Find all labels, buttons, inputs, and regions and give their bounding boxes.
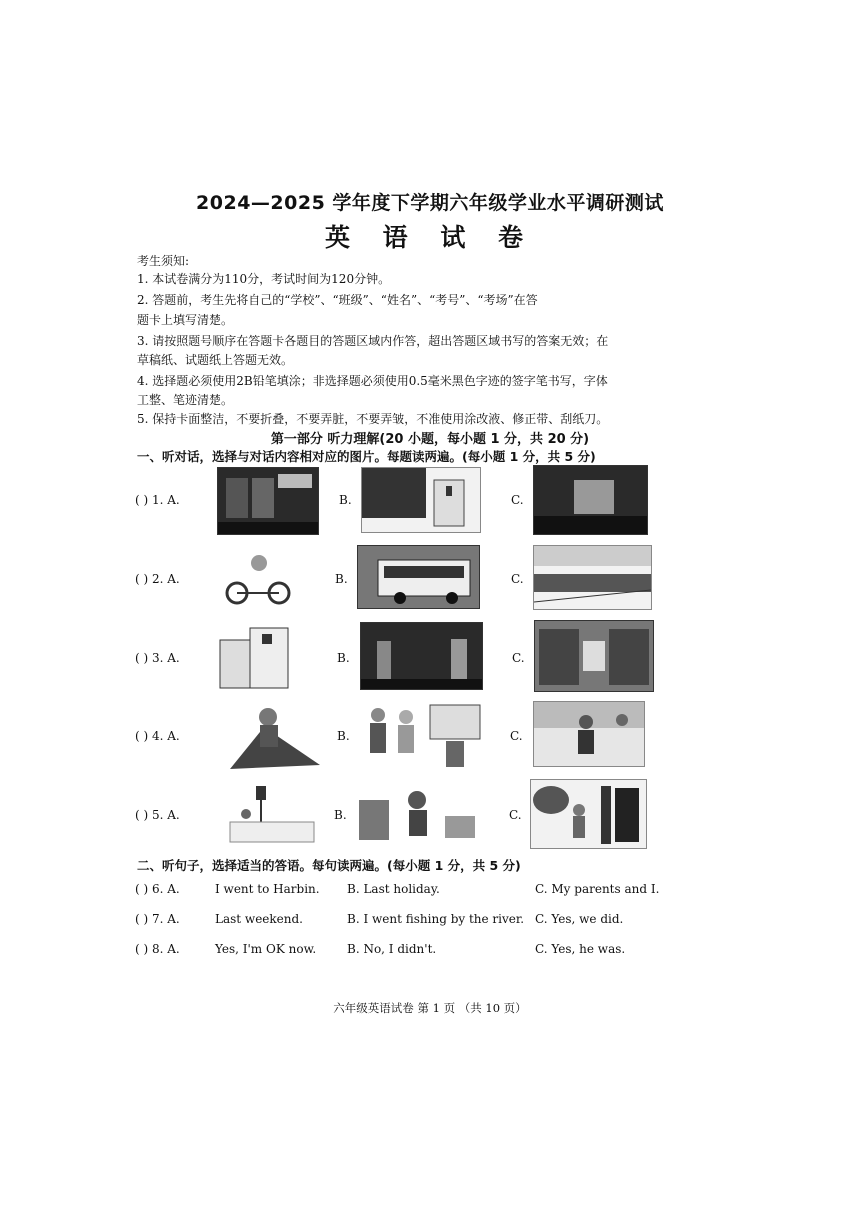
question-5-label: ( ) 5. A. bbox=[135, 808, 180, 822]
part1-title: 第一部分 听力理解(20 小题，每小题 1 分，共 20 分) bbox=[270, 432, 590, 447]
q5-option-a-image bbox=[222, 782, 320, 846]
q2-option-b-letter: B. bbox=[335, 572, 348, 586]
q3-option-b-image bbox=[360, 622, 483, 690]
question-6-label: ( ) 6. A. bbox=[135, 882, 180, 896]
q3-option-c-image bbox=[534, 620, 654, 692]
q6-option-b: B. Last holiday. bbox=[347, 882, 440, 896]
q4-option-a-image bbox=[224, 699, 322, 771]
q2-option-a-image bbox=[217, 547, 317, 605]
q4-option-b-letter: B. bbox=[337, 729, 350, 743]
exam-subject-title: 英 语 试 卷 bbox=[324, 223, 536, 252]
q1-option-c-letter: C. bbox=[511, 493, 524, 507]
q5-option-b-image bbox=[357, 786, 477, 846]
q7-option-a: Last weekend. bbox=[215, 912, 303, 926]
q1-option-b-image bbox=[361, 467, 481, 533]
section1-title: 一、听对话，选择与对话内容相对应的图片。每题读两遍。(每小题 1 分，共 5 分) bbox=[137, 449, 596, 464]
q5-option-c-image bbox=[530, 779, 647, 849]
question-1-label: ( ) 1. A. bbox=[135, 493, 180, 507]
notice-heading: 考生须知: bbox=[137, 254, 190, 268]
exam-title: 2024—2025 学年度下学期六年级学业水平调研测试 bbox=[196, 192, 664, 214]
q8-option-a: Yes, I'm OK now. bbox=[215, 942, 317, 956]
q4-option-c-letter: C. bbox=[510, 729, 523, 743]
question-4-label: ( ) 4. A. bbox=[135, 729, 180, 743]
q6-option-c: C. My parents and I. bbox=[535, 882, 660, 896]
section2-title: 二、听句子，选择适当的答语。每句读两遍。(每小题 1 分，共 5 分) bbox=[137, 858, 521, 873]
notice-line: 1. 本试卷满分为110分，考试时间为120分钟。 bbox=[137, 272, 391, 286]
q8-option-c: C. Yes, he was. bbox=[535, 942, 626, 956]
q3-option-b-letter: B. bbox=[337, 651, 350, 665]
notice-line: 3. 请按照题号顺序在答题卡各题目的答题区域内作答，超出答题区域书写的答案无效；在 bbox=[137, 334, 609, 348]
notice-line: 草稿纸、试题纸上答题无效。 bbox=[137, 353, 294, 367]
q2-option-c-image bbox=[533, 545, 652, 610]
q3-option-c-letter: C. bbox=[512, 651, 525, 665]
q8-option-b: B. No, I didn't. bbox=[347, 942, 437, 956]
q1-option-a-image bbox=[217, 467, 319, 535]
question-7-label: ( ) 7. A. bbox=[135, 912, 180, 926]
question-3-label: ( ) 3. A. bbox=[135, 651, 180, 665]
q4-option-b-image bbox=[360, 697, 486, 771]
notice-line: 4. 选择题必须使用2B铅笔填涂；非选择题必须使用0.5毫米黑色字迹的签字笔书写，字体 bbox=[137, 374, 608, 388]
q5-option-c-letter: C. bbox=[509, 808, 522, 822]
q4-option-c-image bbox=[533, 701, 645, 767]
question-8-label: ( ) 8. A. bbox=[135, 942, 180, 956]
notice-line: 5. 保持卡面整洁，不要折叠，不要弄脏，不要弄皱，不准使用涂改液、修正带、刮纸刀。 bbox=[137, 412, 609, 426]
q5-option-b-letter: B. bbox=[334, 808, 347, 822]
q1-option-c-image bbox=[533, 465, 648, 535]
question-2-label: ( ) 2. A. bbox=[135, 572, 180, 586]
q7-option-c: C. Yes, we did. bbox=[535, 912, 624, 926]
notice-line: 2. 答题前，考生先将自己的“学校”、“班级”、“姓名”、“考号”、“考场”在答 bbox=[137, 293, 538, 307]
q3-option-a-image bbox=[214, 622, 292, 690]
notice-line: 工整、笔迹清楚。 bbox=[137, 393, 234, 407]
page-footer: 六年级英语试卷 第 1 页 （共 10 页） bbox=[333, 1001, 527, 1015]
q2-option-b-image bbox=[357, 545, 480, 609]
q6-option-a: I went to Harbin. bbox=[215, 882, 320, 896]
q2-option-c-letter: C. bbox=[511, 572, 524, 586]
q7-option-b: B. I went fishing by the river. bbox=[347, 912, 525, 926]
q1-option-b-letter: B. bbox=[339, 493, 352, 507]
notice-line: 题卡上填写清楚。 bbox=[137, 313, 234, 327]
